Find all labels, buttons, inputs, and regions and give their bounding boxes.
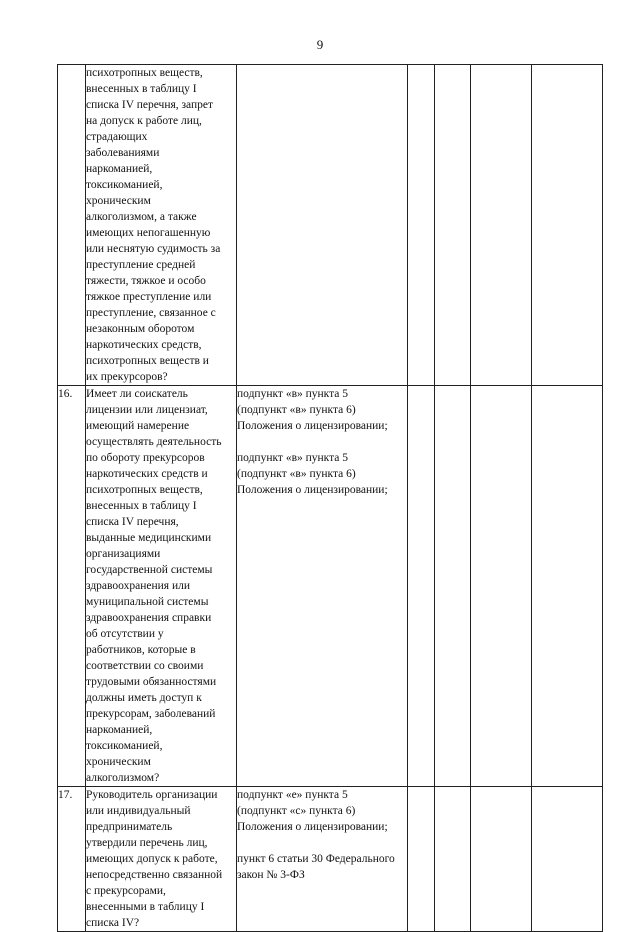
question-line: работников, которые в [86, 644, 196, 656]
question-line: внесенными в таблицу I [86, 901, 205, 913]
answer-cell [532, 787, 603, 932]
question-line: психотропных веществ и [86, 355, 209, 367]
legal-reference-cell [237, 65, 408, 386]
question-line: алкоголизмом, а также [86, 211, 197, 223]
question-line: муниципальной системы [86, 596, 209, 608]
table-row [58, 386, 603, 787]
question-line: незаконным оборотом [86, 323, 195, 335]
answer-cell [532, 65, 603, 386]
question-line: здравоохранения справки [86, 612, 212, 624]
question-line: по обороту прекурсоров [86, 452, 205, 464]
reference-line: (подпункт «в» пункта 6) [237, 468, 356, 480]
question-cell [86, 386, 237, 787]
question-line: наркоманией, [86, 724, 153, 736]
legal-reference-cell [237, 787, 408, 932]
row-number: 17. [58, 787, 86, 932]
table-row [58, 787, 603, 932]
question-line: наркоманией, [86, 163, 153, 175]
reference-line: закон № 3-ФЗ [237, 869, 305, 881]
question-line: токсикоманией, [86, 179, 163, 191]
question-line: списка IV перечня, [86, 516, 179, 528]
question-line: алкоголизмом? [86, 772, 160, 784]
question-line: хроническим [86, 195, 151, 207]
question-line: наркотических средств, [86, 339, 202, 351]
question-line: психотропных веществ, [86, 67, 203, 79]
answer-cell [435, 787, 471, 932]
reference-line: Положения о лицензировании; [237, 821, 388, 833]
question-line: имеющих допуск к работе, [86, 853, 218, 865]
reference-line: подпункт «е» пункта 5 [237, 789, 348, 801]
question-line: хроническим [86, 756, 151, 768]
row-number: 16. [58, 386, 86, 787]
reference-line: Положения о лицензировании; [237, 420, 388, 432]
question-line: соответствии со своими [86, 660, 204, 672]
answer-cell [435, 65, 471, 386]
question-line: страдающих [86, 131, 148, 143]
question-line: осуществлять деятельность [86, 436, 222, 448]
page-number: 9 [316, 37, 324, 52]
question-line: имеющий намерение [86, 420, 190, 432]
question-line: тяжести, тяжкое и особо [86, 275, 206, 287]
question-cell [86, 787, 237, 932]
question-line: имеющих непогашенную [86, 227, 211, 239]
reference-line: Положения о лицензировании; [237, 484, 388, 496]
question-line: заболеваниями [86, 147, 160, 159]
answer-cell [408, 787, 435, 932]
answer-cell [471, 787, 532, 932]
answer-cell [408, 386, 435, 787]
question-line: списка IV? [86, 917, 140, 929]
question-line: на допуск к работе лиц, [86, 115, 202, 127]
question-cell [86, 65, 237, 386]
question-line: непосредственно связанной [86, 869, 223, 881]
question-line: Руководитель организации [86, 789, 218, 801]
question-line: или неснятую судимость за [86, 243, 221, 255]
reference-line: подпункт «в» пункта 5 [237, 452, 349, 464]
question-line: психотропных веществ, [86, 484, 203, 496]
table-row [58, 65, 603, 386]
question-line: наркотических средств и [86, 468, 208, 480]
question-line: выданные медицинскими [86, 532, 212, 544]
question-line: списка IV перечня, запрет [86, 99, 214, 111]
question-line: внесенных в таблицу I [86, 83, 197, 95]
reference-line: пункт 6 статьи 30 Федерального [237, 853, 395, 865]
question-line: токсикоманией, [86, 740, 163, 752]
question-line: должны иметь доступ к [86, 692, 202, 704]
reference-line: (подпункт «с» пункта 6) [237, 805, 356, 817]
question-line: организациями [86, 548, 161, 560]
question-line: преступление, связанное с [86, 307, 216, 319]
question-line: тяжкое преступление или [86, 291, 212, 303]
question-line: здравоохранения или [86, 580, 190, 592]
question-line: Имеет ли соискатель [86, 388, 188, 400]
question-line: предприниматель [86, 821, 173, 833]
question-line: трудовыми обязанностями [86, 676, 217, 688]
question-line: внесенных в таблицу I [86, 500, 197, 512]
legal-reference-cell [237, 386, 408, 787]
question-line: с прекурсорами, [86, 885, 166, 897]
answer-cell [408, 65, 435, 386]
question-line: или индивидуальный [86, 805, 191, 817]
answer-cell [471, 65, 532, 386]
question-line: государственной системы [86, 564, 213, 576]
answer-cell [435, 386, 471, 787]
answer-cell [471, 386, 532, 787]
answer-cell [532, 386, 603, 787]
question-line: лицензии или лицензиат, [86, 404, 208, 416]
reference-line: (подпункт «в» пункта 6) [237, 404, 356, 416]
question-line: их прекурсоров? [86, 371, 168, 383]
question-line: прекурсорам, заболеваний [86, 708, 216, 720]
reference-line: подпункт «в» пункта 5 [237, 388, 349, 400]
requirements-table [57, 64, 603, 932]
question-line: преступление средней [86, 259, 196, 271]
question-line: об отсутствии у [86, 628, 164, 640]
question-line: утвердили перечень лиц, [86, 837, 208, 849]
row-number [58, 65, 86, 386]
